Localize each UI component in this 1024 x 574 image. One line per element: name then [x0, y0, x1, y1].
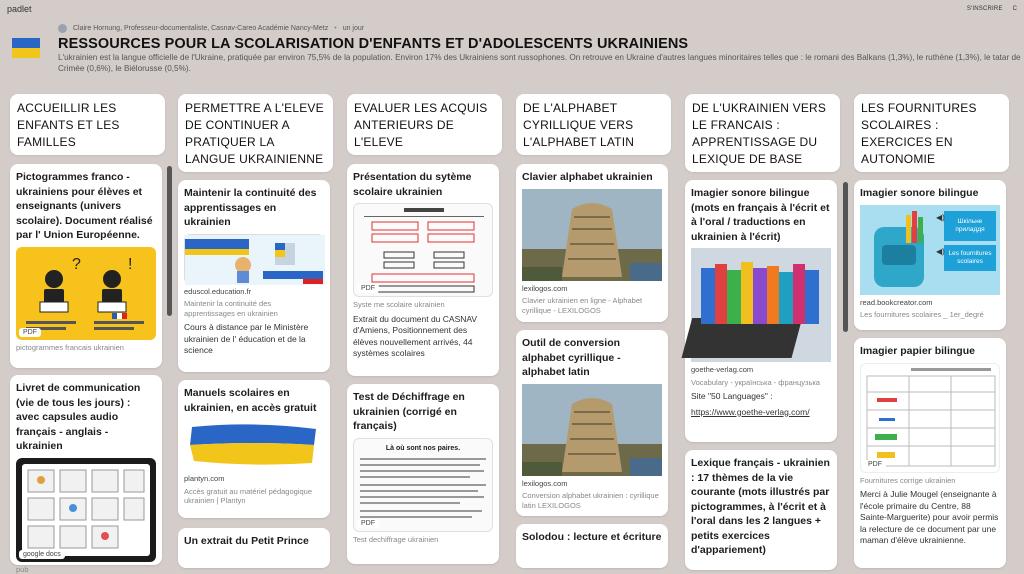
board-title: RESSOURCES POUR LA SCOLARISATION D'ENFANTS ET D'ADOLESCENTS UKRAINIENS — [58, 36, 1018, 52]
card-caption: Les fournitures scolaires _ 1er_degré — [860, 310, 1000, 320]
card-title: Présentation du sytème scolaire ukrainien — [353, 170, 493, 199]
source-domain[interactable]: lexilogos.com — [522, 284, 662, 294]
card-conversion[interactable] — [516, 330, 668, 516]
card-caption: Vocabulary - українська - французька — [691, 378, 831, 388]
card-manuels[interactable] — [178, 380, 330, 518]
card-title: Un extrait du Petit Prince — [184, 534, 324, 549]
column-header: PERMETTRE A L'ELEVE DE CONTINUER A PRATIQUER LA LANGUE UKRAINIENNE — [178, 94, 333, 172]
source-domain[interactable]: lexilogos.com — [522, 479, 662, 489]
speaker-icon[interactable]: ◀) — [936, 213, 945, 222]
card-title: Imagier sonore bilingue — [860, 186, 1000, 201]
card-body: Merci à Julie Mougel (enseignante à l'école primaire du Centre, 88 Sainte-Marguerite) pour avoir permis la relecture de ce document par une maman d'élève ukrainienne. — [860, 489, 1000, 547]
tower-of-babel-icon — [522, 189, 662, 281]
source-domain[interactable]: read.bookcreator.com — [860, 298, 1000, 308]
text-lines-icon — [360, 456, 486, 526]
systeme-thumbnail[interactable] — [353, 203, 493, 297]
bookcreator-thumbnail[interactable] — [860, 205, 1000, 295]
card-imagier-sonore[interactable] — [854, 180, 1006, 330]
column-alphabet — [516, 94, 671, 560]
ukrainian-label: Шкільне приладдя — [944, 211, 996, 241]
babel-thumbnail[interactable] — [522, 189, 662, 281]
card-continuite[interactable] — [178, 180, 330, 372]
column-evaluer — [347, 94, 502, 560]
card-title: Clavier alphabet ukrainien — [522, 170, 662, 185]
card-title: Pictogrammes franco - ukrainiens pour élèves et enseignants (univers scolaire). Document réalisé par l' Union Européenne. — [16, 170, 156, 243]
author-name[interactable]: Claire Hornung, Professeur-documentaliste, Casnav-Careo Académie Nancy-Metz — [73, 25, 328, 32]
column-fournitures — [854, 94, 1009, 560]
svg-text:?: ? — [72, 256, 81, 273]
source-domain[interactable]: eduscol.education.fr — [184, 287, 324, 297]
column-lexique — [685, 94, 840, 560]
card-clavier[interactable] — [516, 164, 668, 322]
card-body: Cours à distance par le Ministère ukrainien de l' éducation et de la science — [184, 322, 324, 357]
column-header: EVALUER LES ACQUIS ANTERIEURS DE L'ELEVE — [347, 94, 502, 155]
tower-of-babel-icon — [522, 384, 662, 476]
column-header: DE L'ALPHABET CYRILLIQUE VERS L'ALPHABET LATIN — [516, 94, 671, 155]
card-caption: Clavier ukrainien en ligne - Alphabet cyrillique - LEXILOGOS — [522, 296, 662, 315]
svg-text:!: ! — [128, 256, 132, 273]
card-imagier-papier[interactable] — [854, 338, 1006, 568]
card-title: Imagier papier bilingue — [860, 344, 1000, 359]
goethe-link[interactable]: https://www.goethe-verlag.com/ — [691, 407, 831, 419]
card-caption: Maintenir la continuité des apprentissages en ukrainien — [184, 299, 324, 318]
document-heading: Là où sont nos paires. — [360, 445, 486, 452]
board-columns — [10, 94, 1024, 560]
communication-grid-icon — [16, 458, 156, 562]
card-pictogrammes[interactable] — [10, 164, 162, 368]
column-scrollbar[interactable] — [167, 166, 172, 316]
card-title: Outil de conversion alphabet cyrillique - alphabet latin — [522, 336, 662, 380]
card-livret[interactable] — [10, 375, 162, 565]
card-systeme-scolaire[interactable] — [347, 164, 499, 376]
livret-thumbnail[interactable] — [16, 458, 156, 562]
file-type-chip: PDF — [864, 460, 886, 469]
top-bar — [0, 0, 1024, 18]
card-title: Solodou : lecture et écriture — [522, 530, 662, 545]
pictogram-illustration-icon — [16, 247, 156, 340]
source-domain[interactable]: plantyn.com — [184, 474, 324, 484]
painted-flag-icon — [184, 419, 324, 471]
signup-link[interactable]: S'INSCRIRE — [967, 6, 1003, 12]
table-document-icon — [861, 364, 1001, 474]
pictogram-thumbnail[interactable] — [16, 247, 156, 340]
card-title: Maintenir la continuité des apprentissages en ukrainien — [184, 186, 324, 230]
separator-dot: • — [334, 25, 336, 32]
card-petit-prince[interactable] — [178, 528, 330, 568]
speaker-icon[interactable]: ◀) — [936, 247, 945, 256]
card-body: Extrait du document du CASNAV d'Amiens, Positionnement des élèves nouvellement arrivés, 44 systèmes scolaires — [353, 314, 493, 360]
column-header: ACCUEILLIR LES ENFANTS ET LES FAMILLES — [10, 94, 165, 155]
card-dechiffrage[interactable] — [347, 384, 499, 564]
column-header: DE L'UKRAINIEN VERS LE FRANCAIS : APPRENTISSAGE DU LEXIQUE DE BASE — [685, 94, 840, 172]
card-title: Lexique français - ukrainien : 17 thèmes de la vie courante (mots illustrés par pictogrammes, à l'écrit et à l'oral dans les 2 langues + petits exercices d'appariement) — [691, 456, 831, 558]
file-type-chip: google docs — [19, 550, 65, 559]
eduscol-banner-icon — [185, 235, 325, 285]
author-row — [58, 22, 364, 34]
padlet-logo[interactable]: padlet — [7, 4, 32, 14]
card-lexique-17-themes[interactable] — [685, 450, 837, 570]
books-laptop-icon — [691, 248, 831, 362]
file-type-chip: PDF — [357, 519, 379, 528]
french-label: Les fournitures scolaires — [944, 245, 996, 271]
column-scrollbar[interactable] — [843, 182, 848, 332]
card-imagier-sonore-bilingue[interactable] — [685, 180, 837, 442]
eduscol-thumbnail[interactable] — [184, 234, 324, 284]
post-time: un jour — [343, 25, 364, 32]
babel-thumbnail[interactable] — [522, 384, 662, 476]
fournitures-thumbnail[interactable] — [860, 363, 1000, 473]
column-permettre — [178, 94, 333, 560]
login-link[interactable]: C — [1013, 6, 1017, 12]
card-caption: Syste me scolaire ukrainien — [353, 300, 493, 310]
books-thumbnail[interactable] — [691, 248, 831, 362]
card-title: Manuels scolaires en ukrainien, en accès gratuit — [184, 386, 324, 415]
card-caption: Accès gratuit au matériel pédagogique ukrainien | Plantyn — [184, 487, 324, 506]
author-avatar[interactable] — [58, 24, 67, 33]
card-body: Site "50 Languages" : — [691, 391, 831, 403]
card-caption: Conversion alphabet ukrainien : cyrillique latin LEXILOGOS — [522, 491, 662, 510]
board-description: L'ukrainien est la langue officielle de l'Ukraine, pratiquée par environ 75,5% de la population. Environ 17% des Ukrainiens sont russophones. On retrouve en Ukraine d'autres langues minoritaires telles que : le romani des Balkans (1,3%), le ruthène (1,3%), le tatar de Crimée (0,6%), le Biélorusse (0,5%). — [58, 53, 1024, 75]
dechiffrage-thumbnail[interactable] — [353, 438, 493, 532]
ukraine-flag-icon — [12, 38, 40, 58]
column-accueillir — [10, 94, 165, 560]
card-title: Livret de communication (vie de tous les jours) : avec capsules audio français - anglais - ukrainien — [16, 381, 156, 454]
card-caption: Fournitures corrige ukrainien — [860, 476, 1000, 486]
card-caption: Test dechiffrage ukrainien — [353, 535, 493, 545]
card-caption: pictogrammes francais ukrainien — [16, 343, 156, 353]
card-solodou[interactable] — [516, 524, 668, 568]
card-title: Imagier sonore bilingue (mots en français à l'écrit et à l'oral / traductions en ukrainien à l'écrit) — [691, 186, 831, 244]
card-caption: pub — [16, 565, 156, 574]
plantyn-thumbnail[interactable] — [184, 419, 324, 471]
file-type-chip: PDF — [357, 284, 379, 293]
column-header: LES FOURNITURES SCOLAIRES : EXERCICES EN AUTONOMIE — [854, 94, 1009, 172]
source-domain[interactable]: goethe-verlag.com — [691, 365, 831, 375]
card-title: Test de Déchiffrage en ukrainien (corrigé en français) — [353, 390, 493, 434]
file-type-chip: PDF — [19, 328, 41, 337]
